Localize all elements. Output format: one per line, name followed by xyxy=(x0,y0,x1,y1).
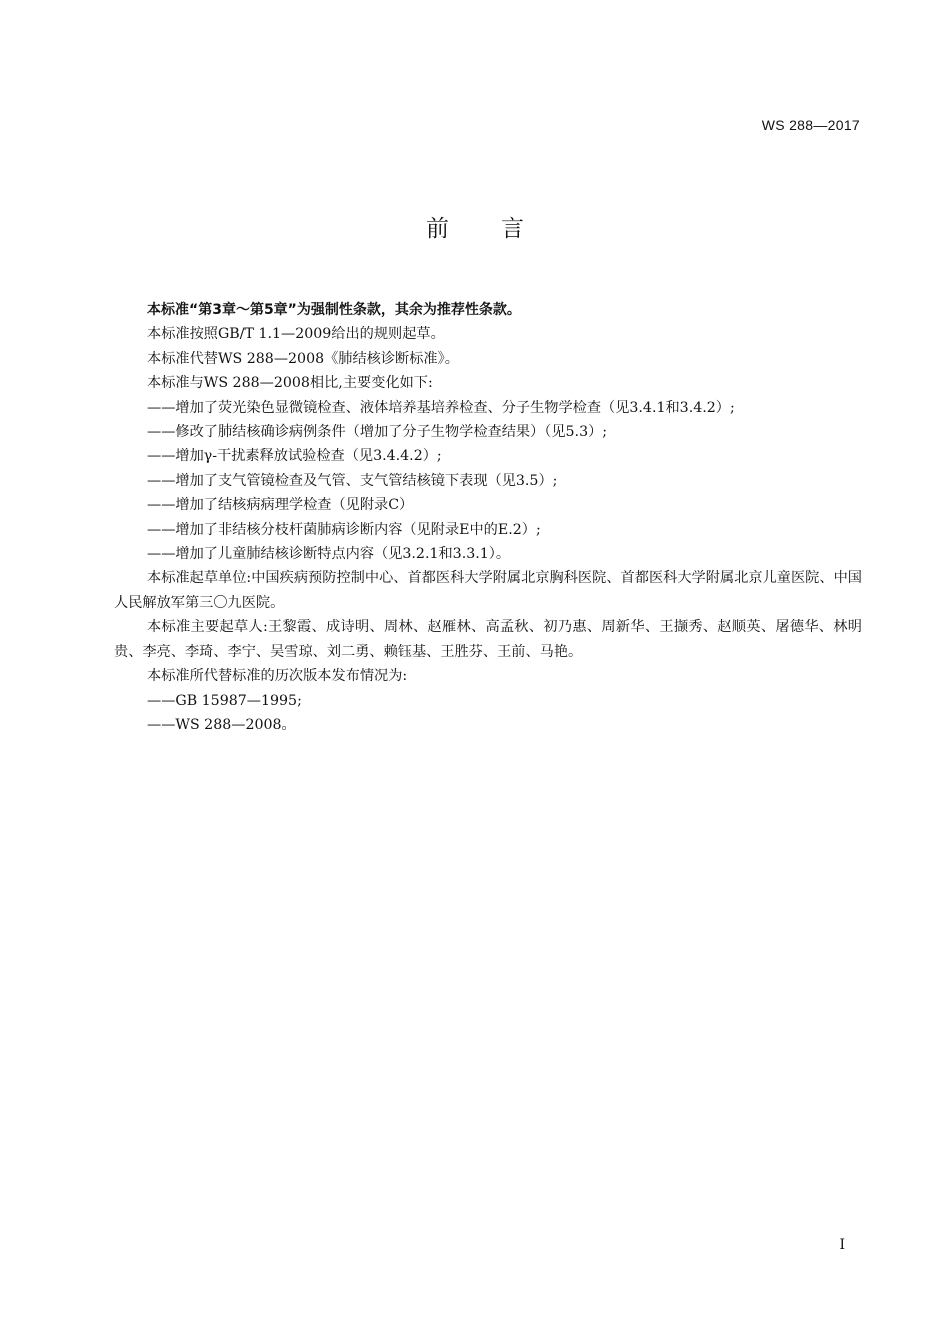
mandatory-clause-note: 本标准“第3章～第5章”为强制性条款，其余为推荐性条款。 xyxy=(147,302,521,318)
foreword-body xyxy=(114,298,862,737)
change-list-item: ——增加了荧光染色显微镜检查、液体培养基培养检查、分子生物学检查（见3.4.1和3.4.2）; xyxy=(147,399,735,416)
drafters-paragraph: 本标准主要起草人:王黎霞、成诗明、周林、赵雁林、高孟秋、初乃惠、周新华、王撷秀、赵顺英、屠德华、林明贵、李亮、李琦、李宁、吴雪琼、刘二勇、赖钰基、王胜芬、王前、马艳。 xyxy=(114,619,862,660)
drafting-units-paragraph: 本标准起草单位:中国疾病预防控制中心、首都医科大学附属北京胸科医院、首都医科大学附属北京儿童医院、中国人民解放军第三〇九医院。 xyxy=(114,570,862,611)
change-list-item: ——增加了非结核分枝杆菌肺病诊断内容（见附录E中的E.2）; xyxy=(147,521,541,538)
replaces-standard-paragraph: 本标准代替WS 288—2008《肺结核诊断标准》。 xyxy=(147,350,459,367)
document-code: WS 288—2017 xyxy=(761,117,860,133)
drafting-rules-paragraph: 本标准按照GB/T 1.1—2009给出的规则起草。 xyxy=(147,326,445,343)
change-list-item: ——增加了结核病病理学检查（见附录C） xyxy=(147,497,414,514)
change-list-item: ——增加γ-干扰素释放试验检查（见3.4.4.2）; xyxy=(147,448,442,465)
page-title: 前言 xyxy=(426,216,576,242)
change-list-item: ——增加了儿童肺结核诊断特点内容（见3.2.1和3.3.1）。 xyxy=(147,546,511,563)
previous-version-item: ——GB 15987—1995; xyxy=(147,692,302,709)
page-number: I xyxy=(839,1237,845,1253)
change-list-item: ——修改了肺结核确诊病例条件（增加了分子生物学检查结果）（见5.3）; xyxy=(147,424,608,441)
previous-versions-paragraph: 本标准所代替标准的历次版本发布情况为: xyxy=(147,668,408,685)
change-list-item: ——增加了支气管镜检查及气管、支气管结核镜下表现（见3.5）; xyxy=(147,472,558,489)
changes-intro-paragraph: 本标准与WS 288—2008相比,主要变化如下: xyxy=(147,375,433,392)
previous-version-item: ——WS 288—2008。 xyxy=(147,716,296,733)
